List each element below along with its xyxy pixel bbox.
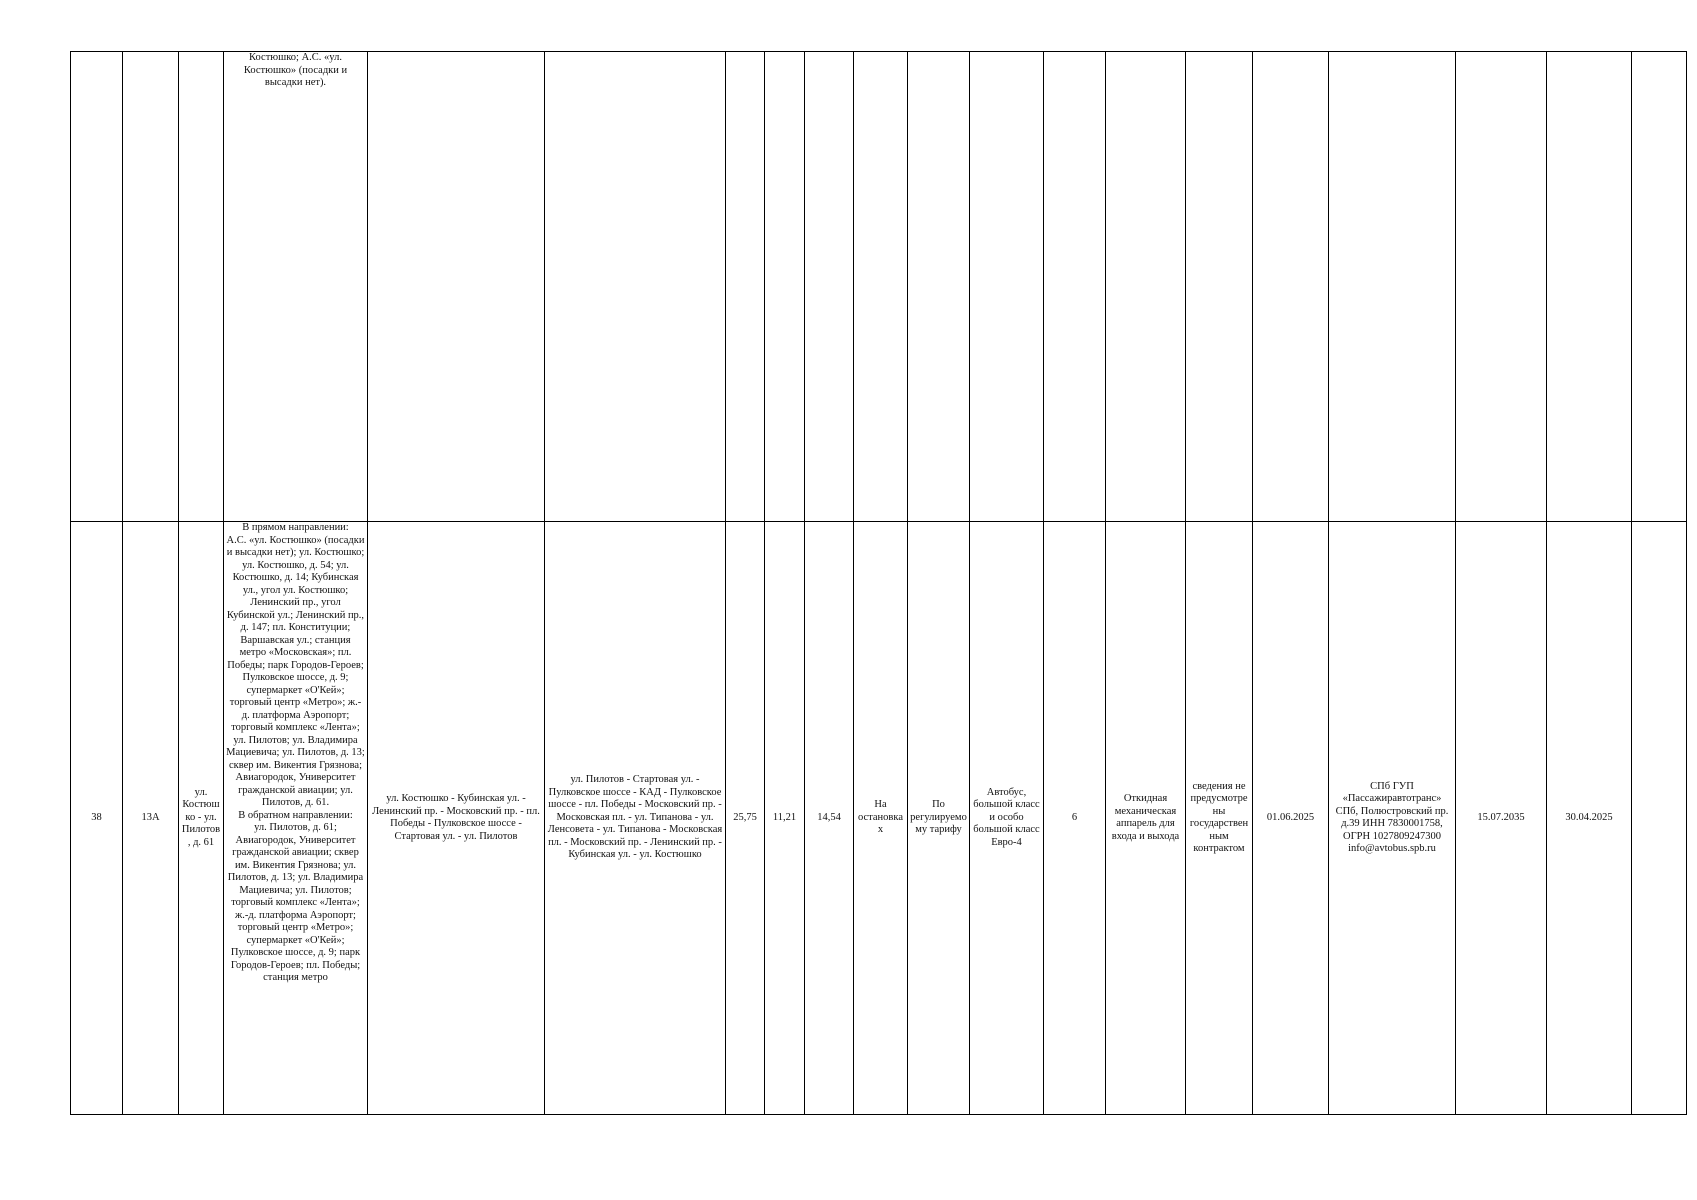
cell-stops [224, 522, 368, 1115]
cell-extra [1632, 52, 1687, 522]
cell-date-2: 15.07.2035 [1456, 522, 1547, 1115]
cell-length-forward: 25,75 [726, 522, 765, 1115]
cell-equipment: Откидная механическая аппарель для входа и выхода [1106, 522, 1186, 1115]
cell-length-backward [765, 52, 805, 522]
cell-tariff: По регулируемому тарифу [908, 522, 970, 1115]
cell-streets-backward [545, 52, 726, 522]
route-register-table [70, 51, 1687, 1115]
cell-route-name: ул. Костюшко - ул. Пилотов, д. 61 [179, 522, 224, 1115]
cell-route-no [123, 52, 179, 522]
cell-reg-no [71, 52, 123, 522]
cell-vehicle-count [1044, 52, 1106, 522]
cell-stop-order: На остановках [854, 522, 908, 1115]
cell-stop-order [854, 52, 908, 522]
cell-reg-no: 38 [71, 522, 123, 1115]
cell-route-name [179, 52, 224, 522]
table-row-continuation [71, 52, 1687, 522]
cell-streets-forward: ул. Костюшко - Кубинская ул. - Ленинский пр. - Московский пр. - пл. Победы - Пулковское шоссе - Стартовая ул. - ул. Пилотов [368, 522, 545, 1115]
cell-equipment [1106, 52, 1186, 522]
cell-route-no: 13А [123, 522, 179, 1115]
cell-vehicle [970, 52, 1044, 522]
cell-length-forward [726, 52, 765, 522]
cell-start-date [1253, 52, 1329, 522]
cell-carrier: СПб ГУП «Пассажиравтотранс» СПб, Полюстровский пр. д.39 ИНН 7830001758, ОГРН 1027809247300 info@avtobus.spb.ru [1329, 522, 1456, 1115]
cell-date-3 [1547, 52, 1632, 522]
cell-extra [1632, 522, 1687, 1115]
cell-streets-forward [368, 52, 545, 522]
cell-contract-info: сведения не предусмотрены государственным контрактом [1186, 522, 1253, 1115]
stops-forward-heading: В прямом направлении: [242, 522, 349, 533]
cell-streets-backward: ул. Пилотов - Стартовая ул. - Пулковское шоссе - КАД - Пулковское шоссе - пл. Победы - Московский пр. - Московская пл. - ул. Типанова - ул. Ленсовета - ул. Типанова - Московская пл. - Московский пр. - Ленинский пр. - Кубинская ул. - ул. Костюшко [545, 522, 726, 1115]
stops-forward-list: А.С. «ул. Костюшко» (посадки и высадки нет); ул. Костюшко; ул. Костюшко, д. 54; ул. Костюшко, д. 14; Кубинская ул., угол ул. Костюшко; Ленинский пр., угол Кубинской ул.; Ленинский пр., д. 147; пл. Конституции; Варшавская ул.; станция метро «Московская»; пл. Победы; парк Городов-Героев; Пулковское шоссе, д. 9; супермаркет «О'Кей»; торговый центр «Метро»; ж.-д. платформа Аэропорт; торговый комплекс «Лента»; ул. Пилотов; ул. Владимира Мациевича; ул. Пилотов, д. 13; сквер им. Викентия Грязнова; Авиагородок, Университет гражданской авиации; ул. Пилотов, д. 61. [226, 534, 365, 808]
stops-backward-heading: В обратном направлении: [238, 809, 353, 821]
cell-vehicle: Автобус, большой класс и особо большой класс Евро-4 [970, 522, 1044, 1115]
cell-date-2 [1456, 52, 1547, 522]
cell-length-backward: 11,21 [765, 522, 805, 1115]
cell-carrier [1329, 52, 1456, 522]
cell-contract-info [1186, 52, 1253, 522]
cell-length-total [805, 52, 854, 522]
table-row-route-38 [71, 522, 1687, 1115]
cell-vehicle-count: 6 [1044, 522, 1106, 1115]
stops-backward-list: ул. Пилотов, д. 61; Авиагородок, Университет гражданской авиации; сквер им. Викентия Грязнова; ул. Пилотов, д. 13; ул. Владимира Мациевича; ул. Пилотов; торговый комплекс «Лента»; ж.-д. платформа Аэропорт; торговый центр «Метро»; супермаркет «О'Кей»; Пулковское шоссе, д. 9; парк Городов-Героев; пл. Победы; станция метро [227, 822, 364, 983]
cell-length-total: 14,54 [805, 522, 854, 1115]
cell-tariff [908, 52, 970, 522]
cell-start-date: 01.06.2025 [1253, 522, 1329, 1115]
cell-stops-tail: Костюшко; А.С. «ул. Костюшко» (посадки и высадки нет). [224, 52, 368, 522]
cell-date-3: 30.04.2025 [1547, 522, 1632, 1115]
